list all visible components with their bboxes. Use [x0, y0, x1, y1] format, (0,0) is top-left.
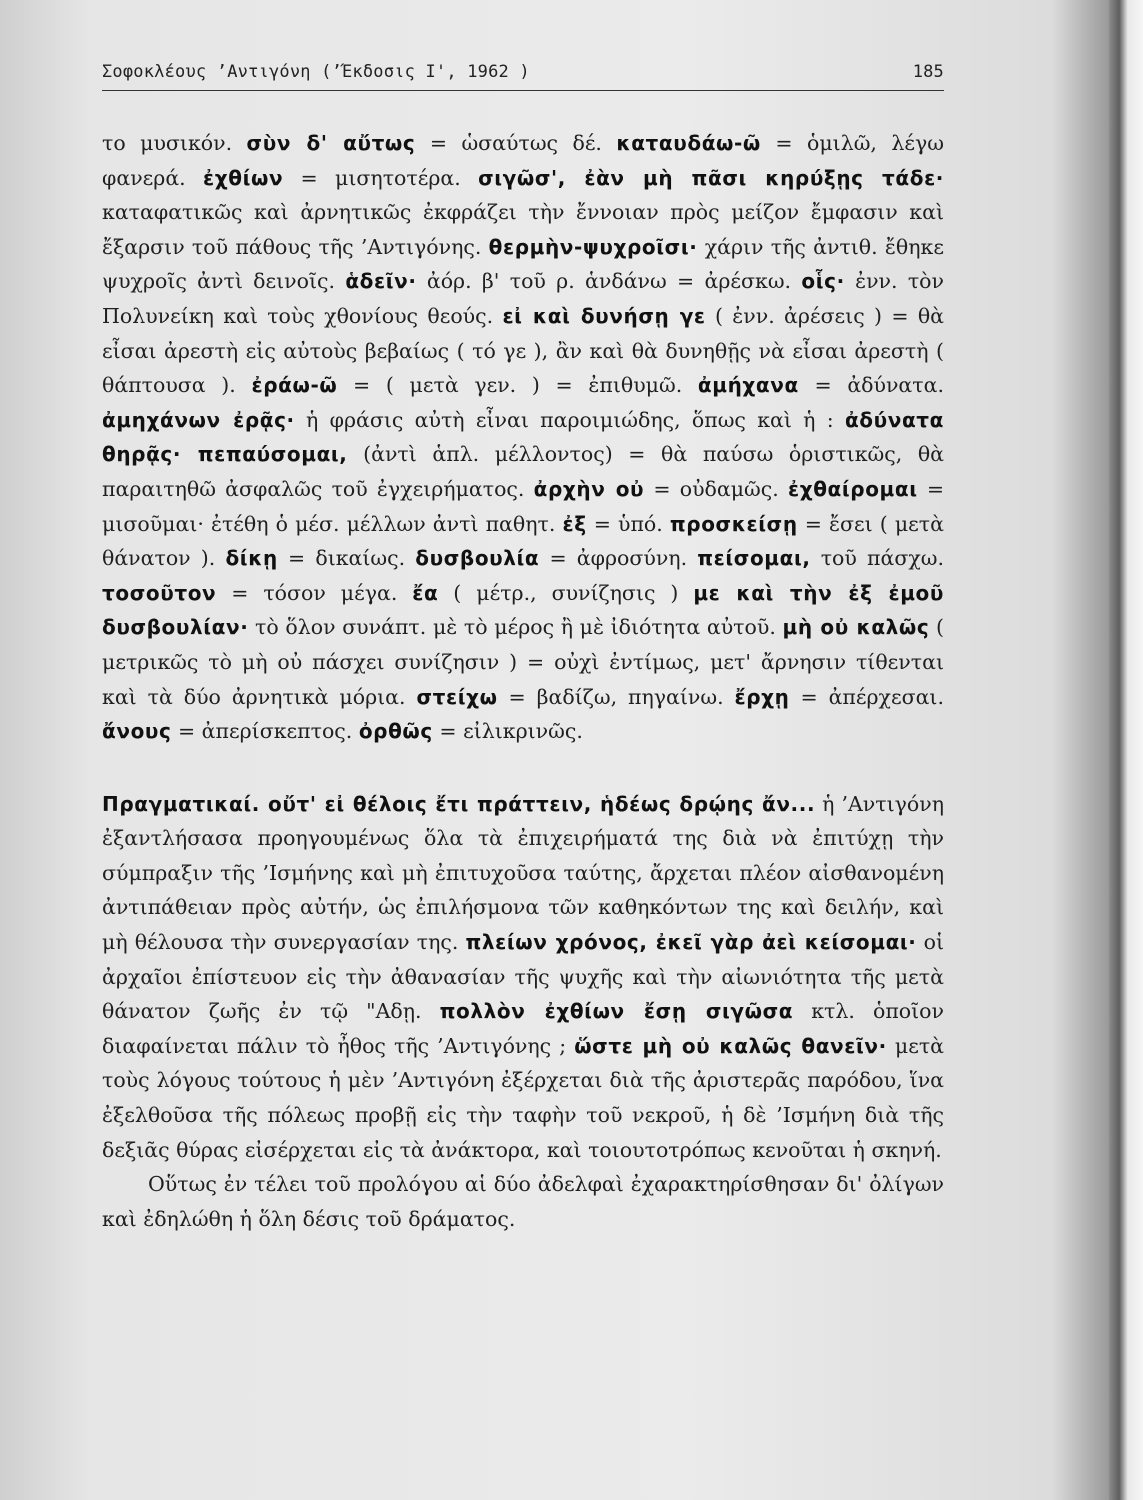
- commentary-text: = δικαίως.: [277, 546, 416, 571]
- page-number: 185: [912, 62, 944, 82]
- lemma-term: ἐχθαίρομαι: [787, 476, 918, 501]
- commentary-text: = ἔσει ( μετὰ θάνατον ).: [102, 511, 944, 571]
- lemma-term: δίκῃ: [225, 546, 278, 571]
- lemma-term: ἐράω-ῶ: [251, 373, 338, 398]
- running-header: [102, 58, 944, 91]
- lemma-term: ἀμηχάνων ἐρᾷς·: [102, 407, 295, 432]
- lemma-term: θερμὴν-ψυχροῖσι·: [488, 234, 698, 259]
- commentary-text: = εἰλικρινῶς.: [432, 719, 583, 744]
- lemma-term: ἐξ: [562, 511, 587, 536]
- lemma-term: ἐχθίων: [203, 165, 284, 190]
- lemma-term: καταυδάω-ῶ: [616, 131, 761, 155]
- lemma-term: δυσβουλία: [415, 546, 540, 571]
- commentary-text: ἡ φράσις αὐτὴ εἶναι παροιμιώδης, ὅπως καὶ ἡ :: [294, 407, 845, 432]
- lemma-term: σὺν δ' αὔτως: [246, 131, 416, 155]
- commentary-text: = ( μετὰ γεν. ) = ἐπιθυμῶ.: [337, 373, 698, 398]
- adjacent-page-edge: [1109, 0, 1143, 1500]
- lemma-term: ἀμήχανα: [697, 373, 799, 398]
- commentary-text: ἡ ’Αντιγόνη ἐξαντλήσασα προηγουμένως ὅλα τὰ ἐπιχειρήματά της διὰ νὰ ἐπιτύχῃ τὴν σύμπραξιν τῆς ’Ισμήνης καὶ μὴ ἐπιτυχοῦσα ταύτης, ἄρχεται πλέον αἰσθανομένη ἀντιπάθειαν πρὸς αὐτήν, ὡς ἐπιλήσμονα τῶν καθηκόντων της καὶ δειλήν, καὶ μὴ θέλουσα τὴν συνεργασίαν της.: [102, 791, 944, 955]
- commentary-text: τοῦ πάσχω.: [810, 546, 944, 571]
- commentary-text: ἐνν. τὸν Πολυνείκη καὶ τοὺς χθονίους θεούς.: [102, 269, 944, 328]
- commentary-text: = μισοῦμαι· ἐτέθη ὁ μέσ. μέλλων ἀντὶ παθητ.: [102, 476, 944, 536]
- commentary-text: = ἀπέρχεσαι.: [789, 684, 944, 709]
- pragmatikai-paragraph: [102, 787, 944, 1168]
- commentary-text: = ἀφροσύνη.: [539, 546, 698, 571]
- lemma-term: οἷς·: [801, 269, 845, 294]
- lemma-term: προσκείσῃ: [669, 511, 798, 536]
- lemma-term: ἁδεῖν·: [345, 269, 417, 294]
- commentary-text: = ἀδύνατα.: [798, 373, 944, 398]
- commentary-text: = οὐδαμῶς.: [644, 476, 788, 501]
- commentary-text: = βαδίζω, πηγαίνω.: [497, 684, 735, 709]
- commentary-text: ( μέτρ., συνίζησις ): [438, 580, 694, 605]
- page-body: [102, 126, 944, 1236]
- lemma-term: τοσοῦτον: [102, 580, 217, 605]
- lemma-notes-paragraph: [102, 126, 944, 749]
- commentary-text: = μισητοτέρα.: [283, 165, 479, 190]
- commentary-text: ( μετρικῶς τὸ μὴ οὐ πάσχει συνίζησιν ) = οὐχὶ ἐντίμως, μετ' ἄρνησιν τίθενται καὶ τὰ δύο ἀρνητικὰ μόρια.: [102, 615, 945, 709]
- lemma-term: σιγῶσ', ἐὰν μὴ πᾶσι κηρύξῃς τάδε·: [478, 165, 944, 190]
- commentary-text: ( ἐνν. ἀρέσεις ) = θὰ εἶσαι ἀρεστὴ εἰς αὐτοὺς βεβαίως ( τό γε ), ἂν καὶ θὰ δυνηθῇς νὰ εἶσαι ἀρεστὴ ( θάπτουσα ).: [102, 303, 944, 398]
- commentary-text: χάριν τῆς ἀντιθ. ἔθηκε ψυχροῖς ἀντὶ δεινοῖς.: [102, 234, 944, 294]
- lemma-term: ἔρχῃ: [734, 684, 790, 709]
- lemma-term: πολλὸν ἐχθίων ἔσῃ σιγῶσα: [439, 999, 794, 1024]
- lemma-term: Πραγματικαί. οὔτ' εἰ θέλοις ἔτι πράττειν, ἡδέως δρῴης ἄν...: [102, 791, 816, 816]
- lemma-term: ὀρθῶς: [358, 719, 433, 744]
- lemma-term: πείσομαι,: [697, 546, 811, 571]
- commentary-text: ἀόρ. β' τοῦ ρ. ἁνδάνω = ἀρέσκω.: [416, 269, 802, 294]
- commentary-text: (ἀντὶ ἁπλ. μέλλοντος) = θὰ παύσω ὁριστικῶς, θὰ παραιτηθῶ ἀσφαλῶς τοῦ ἐγχειρήματος.: [102, 442, 945, 501]
- lemma-term: ἀδύνατα θηρᾷς· πεπαύσομαι,: [102, 407, 944, 467]
- commentary-text: οἱ ἀρχαῖοι ἐπίστευον εἰς τὴν ἀθανασίαν τῆς ψυχῆς καὶ τὴν αἰωνιότητα τῆς μετὰ θάνατον ζωῆς ἐν τῷ "Αδῃ.: [102, 930, 945, 1024]
- commentary-text: = ὡσαύτως δέ.: [415, 131, 617, 155]
- lemma-term: εἰ καὶ δυνήσῃ γε: [502, 303, 706, 328]
- commentary-text: καταφατικῶς καὶ ἀρνητικῶς ἐκφράζει τὴν ἔννοιαν πρὸς μείζον ἔμφασιν καὶ ἔξαρσιν τοῦ πάθους τῆς ’Αντιγόνης.: [102, 200, 944, 259]
- commentary-text: = τόσον μέγα.: [216, 580, 413, 605]
- header-title: Σοφοκλέους ’Αντιγόνη (’Έκδοσις Ι', 1962 ): [102, 62, 530, 82]
- lemma-term: ὥστε μὴ οὐ καλῶς θανεῖν·: [574, 1033, 887, 1058]
- lemma-term: με καὶ τὴν ἐξ ἐμοῦ δυσβουλίαν·: [102, 580, 944, 640]
- lemma-term: πλείων χρόνος, ἐκεῖ γὰρ ἀεὶ κείσομαι·: [465, 930, 917, 955]
- commentary-text: μετὰ τοὺς λόγους τούτους ἡ μὲν ’Αντιγόνη ἐξέρχεται διὰ τῆς ἀριστερᾶς παρόδου, ἵνα ἐξελθοῦσα τῆς πόλεως προβῇ εἰς τὴν ταφὴν τοῦ νεκροῦ, ἡ δὲ ’Ισμήνη διὰ τῆς δεξιᾶς θύρας εἰσέρχεται εἰς τὰ ἀνάκτορα, καὶ τοιουτοτρόπως κενοῦται ἡ σκηνή.: [102, 1033, 945, 1162]
- closing-paragraph: Οὕτως ἐν τέλει τοῦ προλόγου αἱ δύο ἀδελφαὶ ἐχαρακτηρίσθησαν δι' ὀλίγων καὶ ἐδηλώθη ἡ ὅλη δέσις τοῦ δράματος.: [102, 1172, 944, 1231]
- lemma-term: ἄνους: [102, 719, 172, 744]
- commentary-text: = ὁμιλῶ, λέγω φανερά.: [102, 131, 944, 190]
- lemma-term: ἔα: [412, 580, 439, 605]
- lemma-term: ἀρχὴν οὐ: [533, 476, 645, 501]
- lemma-term: μὴ οὐ καλῶς: [782, 615, 930, 640]
- commentary-text: = ἀπερίσκεπτος.: [171, 719, 359, 744]
- commentary-text: το μυσικόν.: [102, 131, 247, 155]
- commentary-text: τὸ ὅλον συνάπτ. μὲ τὸ μέρος ἢ μὲ ἰδιότητα αὐτοῦ.: [248, 615, 783, 640]
- commentary-text: = ὑπό.: [586, 511, 670, 536]
- lemma-term: στείχω: [416, 684, 498, 709]
- commentary-text: κτλ. ὁποῖον διαφαίνεται πάλιν τὸ ἦθος τῆς ’Αντιγόνης ;: [102, 999, 944, 1058]
